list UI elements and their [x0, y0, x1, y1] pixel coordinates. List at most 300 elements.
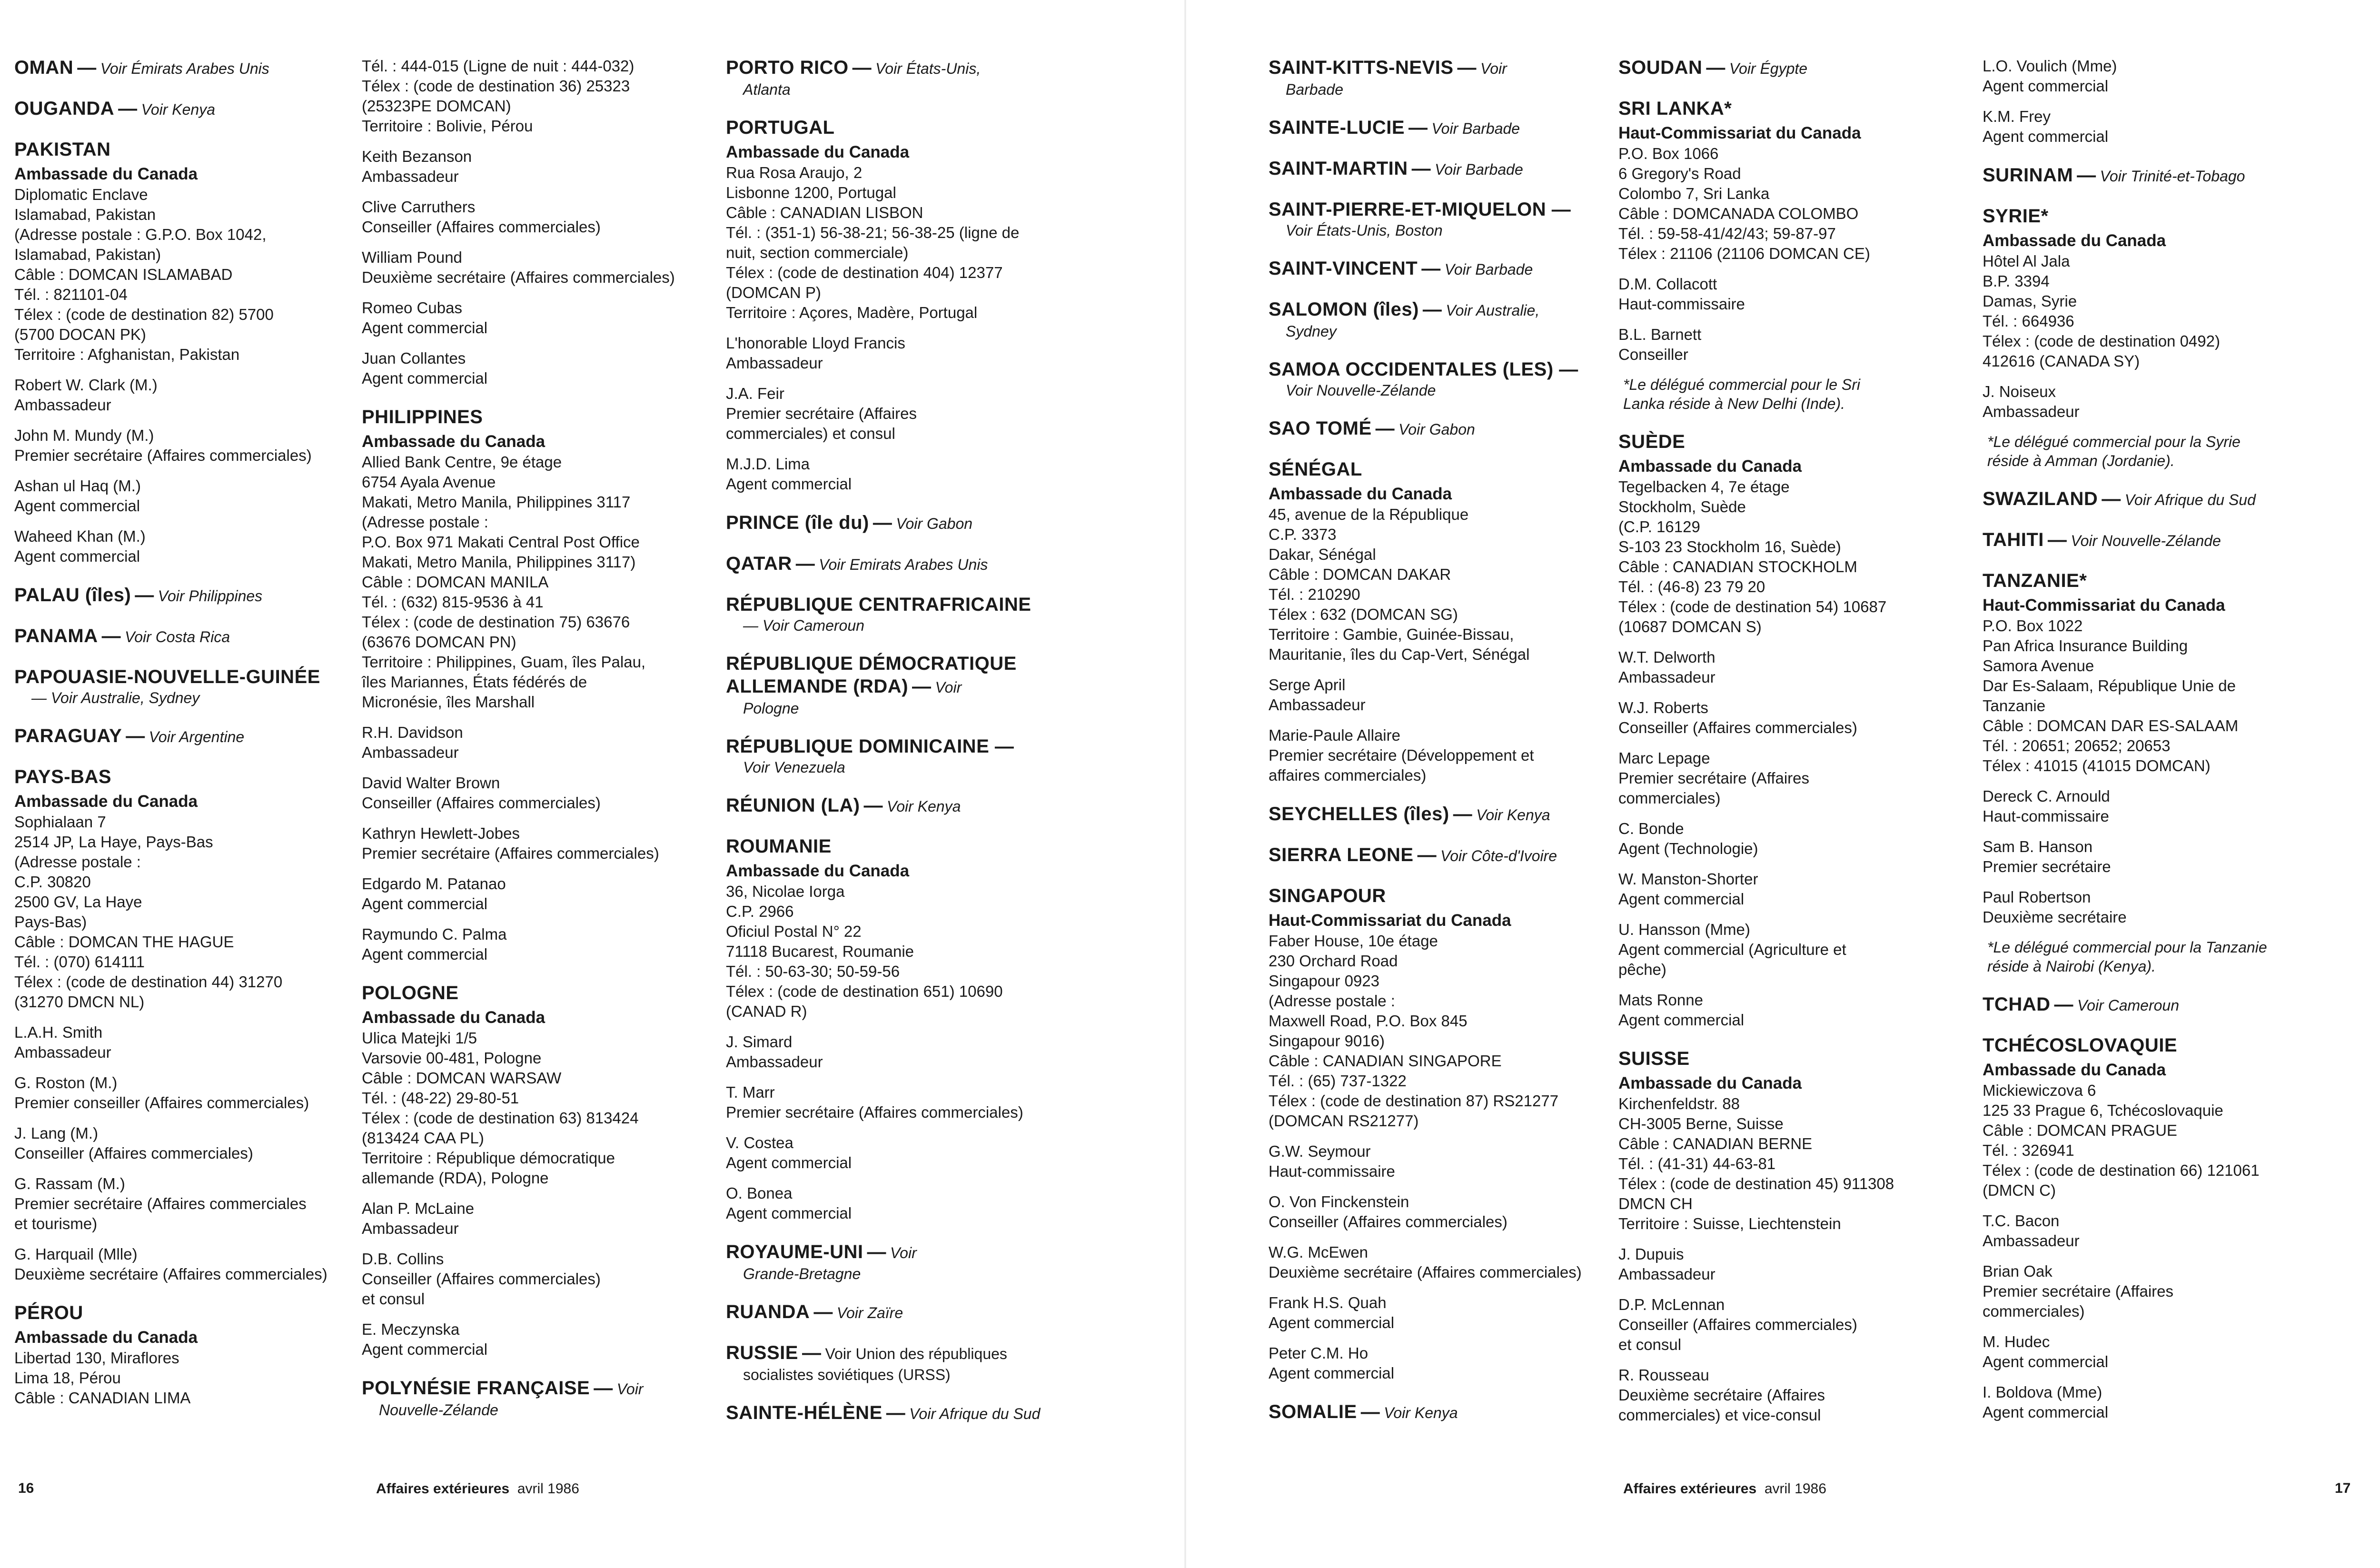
staff-name: C. Bonde [1618, 820, 1684, 837]
address-line: Hôtel Al Jala [1983, 252, 2070, 270]
dash-separator: — [867, 1241, 886, 1262]
country-name: RÉPUBLIQUE DÉMOCRATIQUE [726, 653, 1017, 674]
address-line: Territoire : Gambie, Guinée-Bissau, [1269, 625, 1514, 643]
staff-name: Raymundo C. Palma [362, 925, 507, 943]
address-line: (5700 DOCAN PK) [14, 326, 146, 343]
cross-reference[interactable]: Voir Argentine [149, 728, 245, 745]
address-line: Télex : (code de destination 36) 25323 [362, 77, 630, 95]
staff-member [726, 384, 1069, 444]
staff-role: Ambassadeur [362, 1220, 459, 1237]
staff-role: Deuxième secrétaire (Affaires commerciales) [14, 1265, 327, 1283]
staff-name: J. Dupuis [1618, 1245, 1684, 1263]
issue-date: avril 1986 [1764, 1481, 1826, 1497]
cross-reference[interactable]: Voir Kenya [141, 101, 216, 118]
column-1 [1269, 56, 1611, 1441]
country-heading [14, 724, 357, 748]
staff-name: Sam B. Hanson [1983, 838, 2093, 855]
staff-name: G. Rassam (M.) [14, 1175, 125, 1192]
column-2 [362, 56, 704, 1437]
country-heading [14, 584, 357, 607]
country-entry [14, 724, 357, 748]
country-heading [726, 735, 1069, 758]
staff-name: W.G. McEwen [1269, 1243, 1368, 1261]
staff-role: Premier secrétaire (Affaires commerciales) [14, 447, 312, 464]
staff-member [14, 1022, 357, 1062]
country-entry [1618, 97, 1961, 413]
staff-name: I. Boldova (Mme) [1983, 1383, 2102, 1401]
country-entry [1269, 1400, 1611, 1424]
country-heading [1269, 417, 1611, 441]
cross-reference[interactable]: Voir États-Unis, [875, 60, 981, 77]
country-heading [1983, 528, 2325, 552]
address-line: Tél. : (48-22) 29-80-51 [362, 1089, 519, 1107]
staff-member [726, 1133, 1069, 1173]
address-line: Câble : CANADIAN BERNE [1618, 1135, 1813, 1152]
cross-reference[interactable]: Voir Afrique du Sud [909, 1405, 1041, 1422]
staff-name: T. Marr [726, 1083, 775, 1101]
country-name: POLOGNE [362, 982, 459, 1003]
staff-role: Agent commercial [1618, 890, 1745, 908]
address-line: Maxwell Road, P.O. Box 845 [1269, 1012, 1468, 1030]
dash-separator: — [2054, 994, 2073, 1015]
address-line: Télex : (code de destination 66) 121061 [1983, 1161, 2260, 1179]
country-name: SOMALIE [1269, 1401, 1357, 1422]
address-line: Télex : 21106 (21106 DOMCAN CE) [1618, 245, 1870, 262]
country-name: SAO TOMÉ [1269, 418, 1372, 439]
country-heading [14, 138, 357, 161]
staff-member [14, 476, 357, 516]
address-line: Tél. : 664936 [1983, 312, 2074, 330]
dash-separator: — [126, 725, 145, 746]
address-line: C.P. 30820 [14, 873, 91, 891]
cross-reference-cont[interactable]: — Voir Cameroun [743, 617, 864, 634]
staff-name: William Pound [362, 248, 462, 266]
country-entry [1269, 358, 1611, 400]
staff-name: O. Bonea [726, 1184, 793, 1202]
page-gutter [1184, 0, 1186, 1568]
country-heading [1618, 56, 1961, 80]
address-line: Makati, Metro Manila, Philippines 3117) [362, 553, 636, 571]
country-heading [726, 593, 1069, 616]
dash-separator: — [1457, 57, 1477, 78]
staff-role-cont: et consul [362, 1290, 425, 1308]
staff-name: M. Hudec [1983, 1333, 2050, 1350]
country-name: SUÈDE [1618, 431, 1686, 452]
staff-member [726, 1082, 1069, 1122]
cross-reference[interactable]: Voir Égypte [1729, 60, 1808, 77]
staff-role: Deuxième secrétaire [1983, 908, 2127, 926]
country-heading [1269, 458, 1611, 481]
address-line: Varsovie 00-481, Pologne [362, 1049, 542, 1067]
address-line: Rua Rosa Araujo, 2 [726, 164, 863, 181]
staff-name: Frank H.S. Quah [1269, 1294, 1387, 1311]
country-heading [1618, 1047, 1961, 1070]
cross-reference[interactable]: Voir Gabon [896, 515, 973, 532]
staff-name: W.T. Delworth [1618, 648, 1716, 666]
country-entry [726, 794, 1069, 818]
dash-separator: — [118, 98, 138, 119]
country-entry [726, 1241, 1069, 1283]
dash-separator: — [1421, 258, 1441, 279]
staff-member [362, 348, 704, 388]
address-line: Territoire : Afghanistan, Pakistan [14, 346, 240, 363]
staff-name: Robert W. Clark (M.) [14, 376, 158, 394]
dash-separator: — [873, 512, 892, 533]
country-entry [1269, 298, 1611, 341]
country-entry [1269, 157, 1611, 181]
country-heading [362, 406, 704, 428]
staff-member [726, 1032, 1069, 1072]
cross-reference[interactable]: Voir Barbade [1435, 161, 1523, 178]
country-heading [1983, 205, 2325, 228]
staff-role-cont: affaires commerciales) [1269, 766, 1427, 784]
country-name: SAINT-MARTIN [1269, 158, 1408, 179]
mission-name: Haut-Commissariat du Canada [1618, 124, 1861, 142]
address-line: (813424 CAA PL) [362, 1129, 484, 1147]
staff-member [14, 1073, 357, 1113]
staff-role: Premier secrétaire (Affaires commerciales) [362, 844, 659, 862]
cross-reference[interactable]: Voir Afrique du Sud [2124, 491, 2256, 508]
column-2 [1618, 56, 1961, 1442]
country-name: RÉPUBLIQUE DOMINICAINE — [726, 736, 1014, 757]
staff-member [14, 375, 357, 415]
address-line: (C.P. 16129 [1618, 518, 1700, 536]
staff-name: D.M. Collacott [1618, 275, 1717, 293]
dash-separator: — [2047, 529, 2067, 550]
staff-role: Agent commercial [362, 1340, 488, 1358]
address-line: Faber House, 10e étage [1269, 932, 1438, 950]
footnote-line: *Le délégué commercial pour le Sri [1623, 376, 1861, 393]
country-entry [1983, 993, 2325, 1017]
staff-role-cont: commerciales) [1618, 789, 1721, 807]
mission-name: Ambassade du Canada [362, 1008, 545, 1027]
staff-member [1983, 786, 2325, 826]
cross-reference[interactable]: Voir Union des républiques [825, 1345, 1007, 1362]
cross-reference-cont[interactable]: Barbade [1286, 81, 1343, 98]
staff-member [362, 924, 704, 964]
staff-role: Agent commercial [1983, 1403, 2109, 1421]
staff-name: B.L. Barnett [1618, 326, 1702, 343]
cross-reference[interactable]: Voir Philippines [158, 587, 263, 605]
cross-reference[interactable]: Voir [616, 1380, 644, 1398]
staff-role: Agent commercial [726, 1154, 852, 1171]
address-line: 412616 (CANADA SY) [1983, 352, 2140, 370]
address-line: Stockholm, Suède [1618, 498, 1746, 516]
staff-role-cont: et consul [1618, 1336, 1682, 1353]
cross-reference[interactable]: Voir Barbade [1444, 261, 1533, 278]
country-name: SAINT-PIERRE-ET-MIQUELON — [1269, 199, 1571, 220]
staff-role: Conseiller [1618, 346, 1688, 363]
staff-member [1618, 274, 1961, 314]
cross-reference[interactable]: Voir Émirats Arabes Unis [100, 60, 269, 77]
country-heading [1269, 844, 1611, 867]
staff-member [1983, 1332, 2325, 1372]
cross-reference[interactable]: Voir Costa Rica [125, 628, 230, 645]
country-entry [1618, 56, 1961, 80]
staff-name: J. Simard [726, 1033, 793, 1051]
staff-name: M.J.D. Lima [726, 455, 810, 473]
country-heading [1983, 487, 2325, 511]
staff-name: Paul Robertson [1983, 888, 2091, 906]
country-name: SWAZILAND [1983, 488, 2098, 509]
cross-reference[interactable]: Voir Zaïre [836, 1304, 903, 1321]
staff-role: Deuxième secrétaire (Affaires [1618, 1386, 1825, 1404]
staff-role: Conseiller (Affaires commerciales) [362, 218, 601, 236]
dash-separator: — [1453, 804, 1473, 824]
cross-reference[interactable]: Voir Nouvelle-Zélande [2071, 532, 2221, 549]
staff-role: Premier secrétaire (Affaires [1618, 769, 1810, 787]
country-heading [1269, 803, 1611, 826]
staff-role: Premier secrétaire (Affaires [1983, 1282, 2174, 1300]
cross-reference[interactable]: Voir [935, 679, 962, 696]
cross-reference[interactable]: Voir Gabon [1398, 421, 1475, 438]
cross-reference[interactable]: Voir Barbade [1431, 120, 1520, 137]
dash-separator: — [912, 676, 932, 697]
footnote-line: Lanka réside à New Delhi (Inde). [1623, 395, 1845, 412]
staff-role: Conseiller (Affaires commerciales) [362, 794, 601, 812]
address-line: Pays-Bas) [14, 913, 87, 931]
country-heading [362, 982, 704, 1004]
address-line: Câble : CANADIAN LISBON [726, 204, 923, 221]
cross-reference[interactable]: Voir Emirats Arabes Unis [819, 556, 988, 573]
dash-separator: — [852, 57, 872, 78]
staff-role: Deuxième secrétaire (Affaires commerciales) [1269, 1263, 1582, 1281]
staff-role: Premier secrétaire [1983, 858, 2111, 875]
staff-member [1983, 56, 2325, 96]
address-line: (Adresse postale : [1269, 992, 1395, 1010]
country-name: TCHÉCOSLOVAQUIE [1983, 1035, 2178, 1056]
country-heading [726, 1300, 1069, 1324]
staff-member [1983, 1382, 2325, 1422]
staff-member [14, 1123, 357, 1163]
cross-reference[interactable]: Voir Trinité-et-Tobago [2100, 168, 2245, 185]
cross-reference-cont[interactable]: Voir Nouvelle-Zélande [1286, 382, 1436, 399]
mission-name: Ambassade du Canada [726, 143, 910, 161]
country-entry [14, 765, 357, 1284]
dash-separator: — [813, 1301, 833, 1322]
address-line: Territoire : Suisse, Liechtenstein [1618, 1215, 1841, 1232]
footnote-line: *Le délégué commercial pour la Syrie [1987, 433, 2241, 450]
staff-member [1269, 675, 1611, 715]
country-name: OUGANDA [14, 98, 115, 119]
country-entry [1618, 430, 1961, 1030]
country-entry [1269, 417, 1611, 441]
staff-role-cont: commerciales) et vice-consul [1618, 1406, 1821, 1424]
page-number: 16 [18, 1480, 34, 1496]
address-line: Télex : 632 (DOMCAN SG) [1269, 605, 1458, 623]
address-line: nuit, section commerciale) [726, 244, 909, 261]
cross-reference-cont[interactable]: socialistes soviétiques (URSS) [743, 1366, 951, 1383]
address-line: Islamabad, Pakistan) [14, 246, 161, 263]
staff-member [362, 773, 704, 813]
staff-role: Agent commercial [1269, 1314, 1395, 1331]
address-line: Câble : DOMCANADA COLOMBO [1618, 205, 1859, 222]
staff-name: Brian Oak [1983, 1262, 2053, 1280]
staff-role: Agent commercial [1618, 1011, 1745, 1029]
mission-name: Ambassade du Canada [1983, 231, 2166, 250]
cross-reference-cont[interactable]: Grande-Bretagne [743, 1265, 861, 1282]
staff-role: Ambassadeur [726, 1053, 823, 1071]
staff-name: Dereck C. Arnould [1983, 787, 2110, 805]
staff-member [14, 426, 357, 466]
address-line: Allied Bank Centre, 9e étage [362, 453, 562, 471]
staff-name: L.O. Voulich (Mme) [1983, 57, 2117, 75]
staff-member [1618, 990, 1961, 1030]
address-line: (25323PE DOMCAN) [362, 97, 511, 115]
staff-role: Premier secrétaire (Affaires commerciales) [726, 1103, 1023, 1121]
address-line: Télex : (code de destination 75) 63676 [362, 613, 630, 631]
address-line: Tél. : 821101-04 [14, 286, 128, 303]
staff-member [362, 1199, 704, 1239]
address-line: Câble : DOMCAN THE HAGUE [14, 933, 234, 951]
country-heading [14, 1301, 357, 1324]
cross-reference-cont[interactable]: Pologne [743, 700, 799, 717]
address-line: Islamabad, Pakistan [14, 206, 156, 223]
cross-reference[interactable]: Voir Cameroun [2077, 997, 2179, 1014]
address-line: Tél. : 326941 [1983, 1141, 2074, 1159]
country-heading [1618, 430, 1961, 453]
country-name: SAMOA OCCIDENTALES (LES) — [1269, 359, 1578, 380]
staff-name: K.M. Frey [1983, 108, 2051, 125]
address-line: Câble : DOMCAN MANILA [362, 573, 549, 591]
country-entry [726, 1401, 1069, 1425]
mission-name: Haut-Commissariat du Canada [1269, 911, 1511, 930]
country-name: OMAN [14, 57, 74, 78]
staff-member [1269, 725, 1611, 785]
address-line: Télex : (code de destination 45) 911308 [1618, 1175, 1894, 1192]
country-name: SAINTE-HÉLÈNE [726, 1402, 883, 1423]
staff-member [362, 248, 704, 288]
cross-reference[interactable]: Voir Kenya [887, 798, 961, 815]
staff-role: Ambassadeur [1618, 1265, 1716, 1283]
country-heading [726, 552, 1069, 576]
cross-reference[interactable]: Voir Kenya [1384, 1404, 1458, 1421]
staff-member [1983, 887, 2325, 927]
address-line: Mickiewiczova 6 [1983, 1082, 2096, 1099]
country-name: ROYAUME-UNI [726, 1241, 863, 1262]
country-entry [1983, 164, 2325, 188]
country-name: PÉROU [14, 1302, 83, 1323]
address-line: Makati, Metro Manila, Philippines 3117 [362, 493, 631, 511]
country-heading [726, 835, 1069, 858]
country-entry [1983, 56, 2325, 147]
address-line: Télex : (code de destination 44) 31270 [14, 973, 283, 991]
cross-reference-cont[interactable]: — Voir Australie, Sydney [31, 689, 200, 706]
dash-separator: — [2102, 488, 2121, 509]
page-left [0, 0, 1180, 1568]
country-entry [726, 552, 1069, 576]
staff-role: Ambassadeur [362, 744, 459, 761]
cross-reference[interactable]: Voir [1480, 60, 1507, 77]
country-entry [1983, 1034, 2325, 1422]
cross-reference[interactable]: Voir [890, 1244, 917, 1261]
footnote [1618, 375, 1961, 413]
dash-separator: — [135, 585, 154, 605]
staff-name: David Walter Brown [362, 774, 500, 792]
staff-name: L'honorable Lloyd Francis [726, 334, 905, 352]
cross-reference-cont[interactable]: Atlanta [743, 81, 791, 98]
country-name: PAPOUASIE-NOUVELLE-GUINÉE [14, 666, 320, 687]
country-heading [1269, 116, 1611, 140]
country-name: TAHITI [1983, 529, 2044, 550]
cross-reference-cont[interactable]: Nouvelle-Zélande [379, 1401, 498, 1419]
address-line: Tél. : 50-63-30; 50-59-56 [726, 963, 900, 980]
address-line: Territoire : République démocratique [362, 1149, 615, 1167]
staff-role: Agent commercial [1983, 1353, 2109, 1370]
country-entry [726, 835, 1069, 1223]
staff-role: Premier secrétaire (Développement et [1269, 746, 1534, 764]
address-line: allemande (RDA), Pologne [362, 1169, 549, 1187]
country-entry [14, 1301, 357, 1408]
address-line: Tél. : 444-015 (Ligne de nuit : 444-032) [362, 57, 635, 75]
staff-name: John M. Mundy (M.) [14, 427, 154, 444]
country-entry [726, 116, 1069, 494]
country-name: PRINCE (île du) [726, 512, 869, 533]
country-name: TANZANIE* [1983, 570, 2087, 591]
cross-reference-cont[interactable]: Sydney [1286, 323, 1337, 340]
country-name: SUISSE [1618, 1048, 1690, 1069]
dash-separator: — [795, 553, 815, 574]
staff-role: Haut-commissaire [1618, 295, 1745, 313]
dash-separator: — [1422, 299, 1442, 320]
staff-name: W.J. Roberts [1618, 699, 1708, 716]
address-line: îles Mariannes, États fédérés de [362, 673, 587, 691]
staff-name: Romeo Cubas [362, 299, 462, 317]
cross-reference-cont[interactable]: Voir États-Unis, Boston [1286, 222, 1443, 239]
country-entry [726, 56, 1069, 99]
country-name: SOUDAN [1618, 57, 1703, 78]
mission-name: Haut-Commissariat du Canada [1983, 596, 2225, 615]
dash-separator: — [863, 795, 883, 816]
column-3 [726, 56, 1069, 1442]
staff-member [362, 1320, 704, 1360]
cross-reference[interactable]: Voir Kenya [1476, 806, 1550, 824]
staff-member [362, 298, 704, 338]
address-line: (31270 DMCN NL) [14, 993, 145, 1011]
cross-reference-cont[interactable]: Voir Venezuela [743, 759, 845, 776]
staff-member [1618, 819, 1961, 859]
staff-role: Haut-commissaire [1983, 807, 2109, 825]
address-line: Damas, Syrie [1983, 292, 2077, 310]
address-line: S-103 23 Stockholm 16, Suède) [1618, 538, 1841, 556]
mission-name: Ambassade du Canada [14, 165, 198, 183]
country-heading [14, 765, 357, 788]
country-entry [14, 56, 357, 80]
staff-role: Agent commercial [14, 547, 140, 565]
staff-name: Serge April [1269, 676, 1346, 694]
cross-reference[interactable]: Voir Côte-d'Ivoire [1440, 847, 1557, 864]
country-heading [14, 625, 357, 648]
address-line: Ulica Matejki 1/5 [362, 1029, 477, 1047]
country-heading [1983, 1034, 2325, 1057]
mission-name: Ambassade du Canada [1618, 1074, 1802, 1092]
country-entry [1269, 884, 1611, 1383]
staff-member [362, 874, 704, 914]
address-line: Singapour 0923 [1269, 972, 1380, 990]
staff-name: R. Rousseau [1618, 1366, 1709, 1384]
cross-reference[interactable]: Voir Australie, [1446, 302, 1540, 319]
address-line: Tanzanie [1983, 697, 2046, 715]
footnote [1983, 938, 2325, 976]
staff-member [1618, 698, 1961, 738]
address-line: Télex : (code de destination 404) 12377 [726, 264, 1003, 281]
address-line: Tél. : (632) 815-9536 à 41 [362, 593, 544, 611]
publication-name: Affaires extérieures [376, 1481, 510, 1497]
staff-member [1618, 325, 1961, 365]
country-name: QATAR [726, 553, 792, 574]
country-name: POLYNÉSIE FRANÇAISE [362, 1378, 590, 1399]
address-line: (DMCN C) [1983, 1181, 2056, 1199]
